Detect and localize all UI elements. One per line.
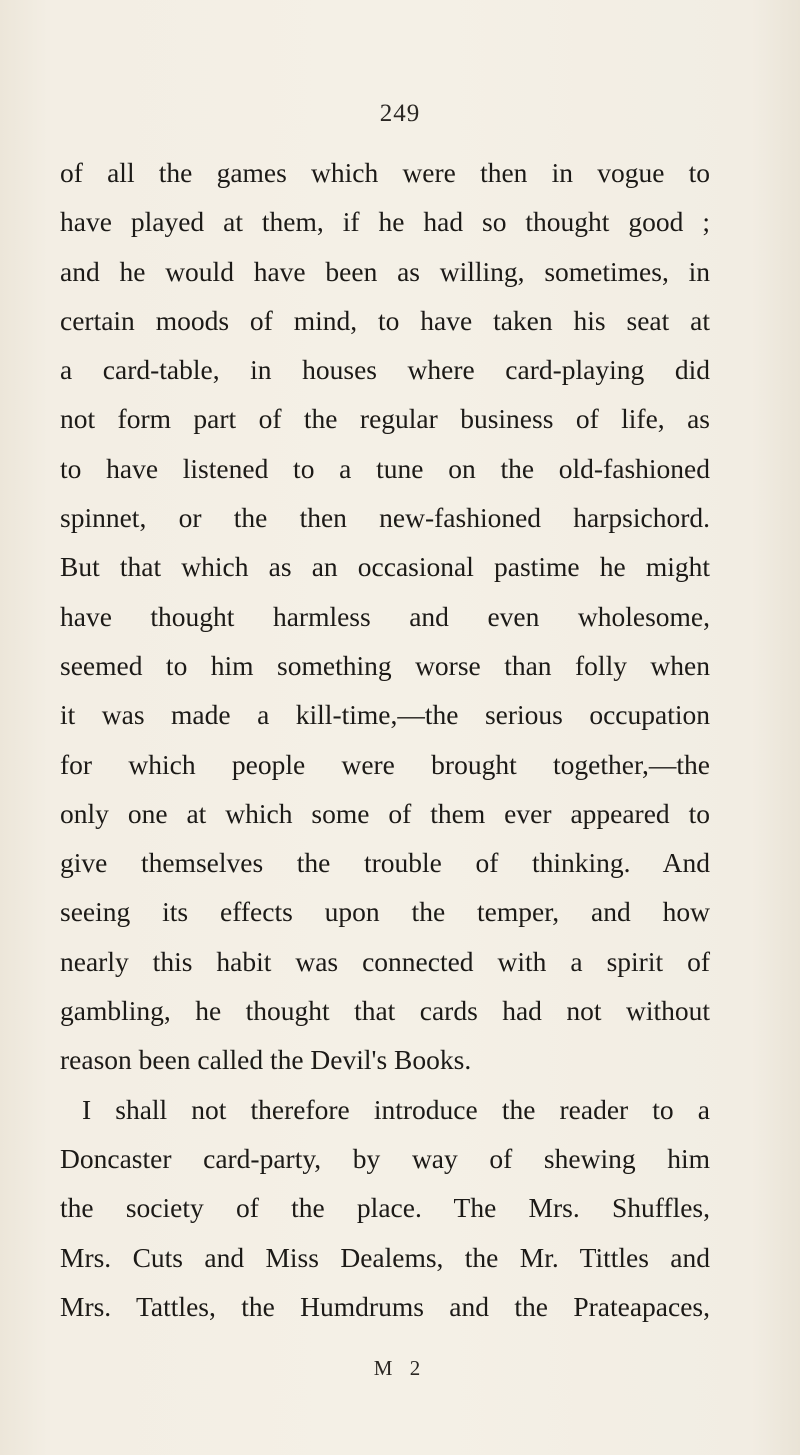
text-line: of all the games which were then in vogue to xyxy=(60,157,710,188)
body-text xyxy=(60,148,710,1331)
text-line: a card-table, in houses where card-playing did xyxy=(60,354,710,386)
text-line: give themselves the trouble of thinking. And xyxy=(60,847,710,879)
text-line: the society of the place. The Mrs. Shuffles, xyxy=(60,1192,710,1224)
text-line: not form part of the regular business of life, as xyxy=(60,403,710,435)
text-line: nearly this habit was connected with a spirit of xyxy=(60,945,710,977)
text-line: only one at which some of them ever appeared to xyxy=(60,797,710,829)
text-line: I shall not therefore introduce the reader to a xyxy=(82,1093,710,1125)
text-line: reason been called the Devil's Books. xyxy=(60,1044,472,1076)
text-line: seeing its effects upon the temper, and how xyxy=(60,896,710,928)
text-line: Mrs. Tattles, the Humdrums and the Prateapaces, xyxy=(60,1290,710,1322)
page-number: 249 xyxy=(379,100,421,127)
text-line: gambling, he thought that cards had not without xyxy=(60,995,710,1027)
text-line: spinnet, or the then new-fashioned harpsichord. xyxy=(60,502,710,534)
text-line: have played at them, if he had so thought good ; xyxy=(60,206,710,238)
text-line: seemed to him something worse than folly when xyxy=(60,649,710,681)
text-line: certain moods of mind, to have taken his seat at xyxy=(60,304,710,336)
text-line: Doncaster card-party, by way of shewing him xyxy=(60,1142,710,1174)
text-line: to have listened to a tune on the old-fashioned xyxy=(60,452,710,484)
text-line: and he would have been as willing, sometimes, in xyxy=(60,255,710,287)
text-line: it was made a kill-time,—the serious occupation xyxy=(60,699,710,731)
text-line: Mrs. Cuts and Miss Dealems, the Mr. Tittles and xyxy=(60,1241,710,1273)
text-line: But that which as an occasional pastime he might xyxy=(60,551,710,583)
text-line: for which people were brought together,—the xyxy=(60,748,710,780)
text-line: have thought harmless and even wholesome, xyxy=(60,600,710,632)
signature-mark: M 2 xyxy=(373,1356,427,1380)
